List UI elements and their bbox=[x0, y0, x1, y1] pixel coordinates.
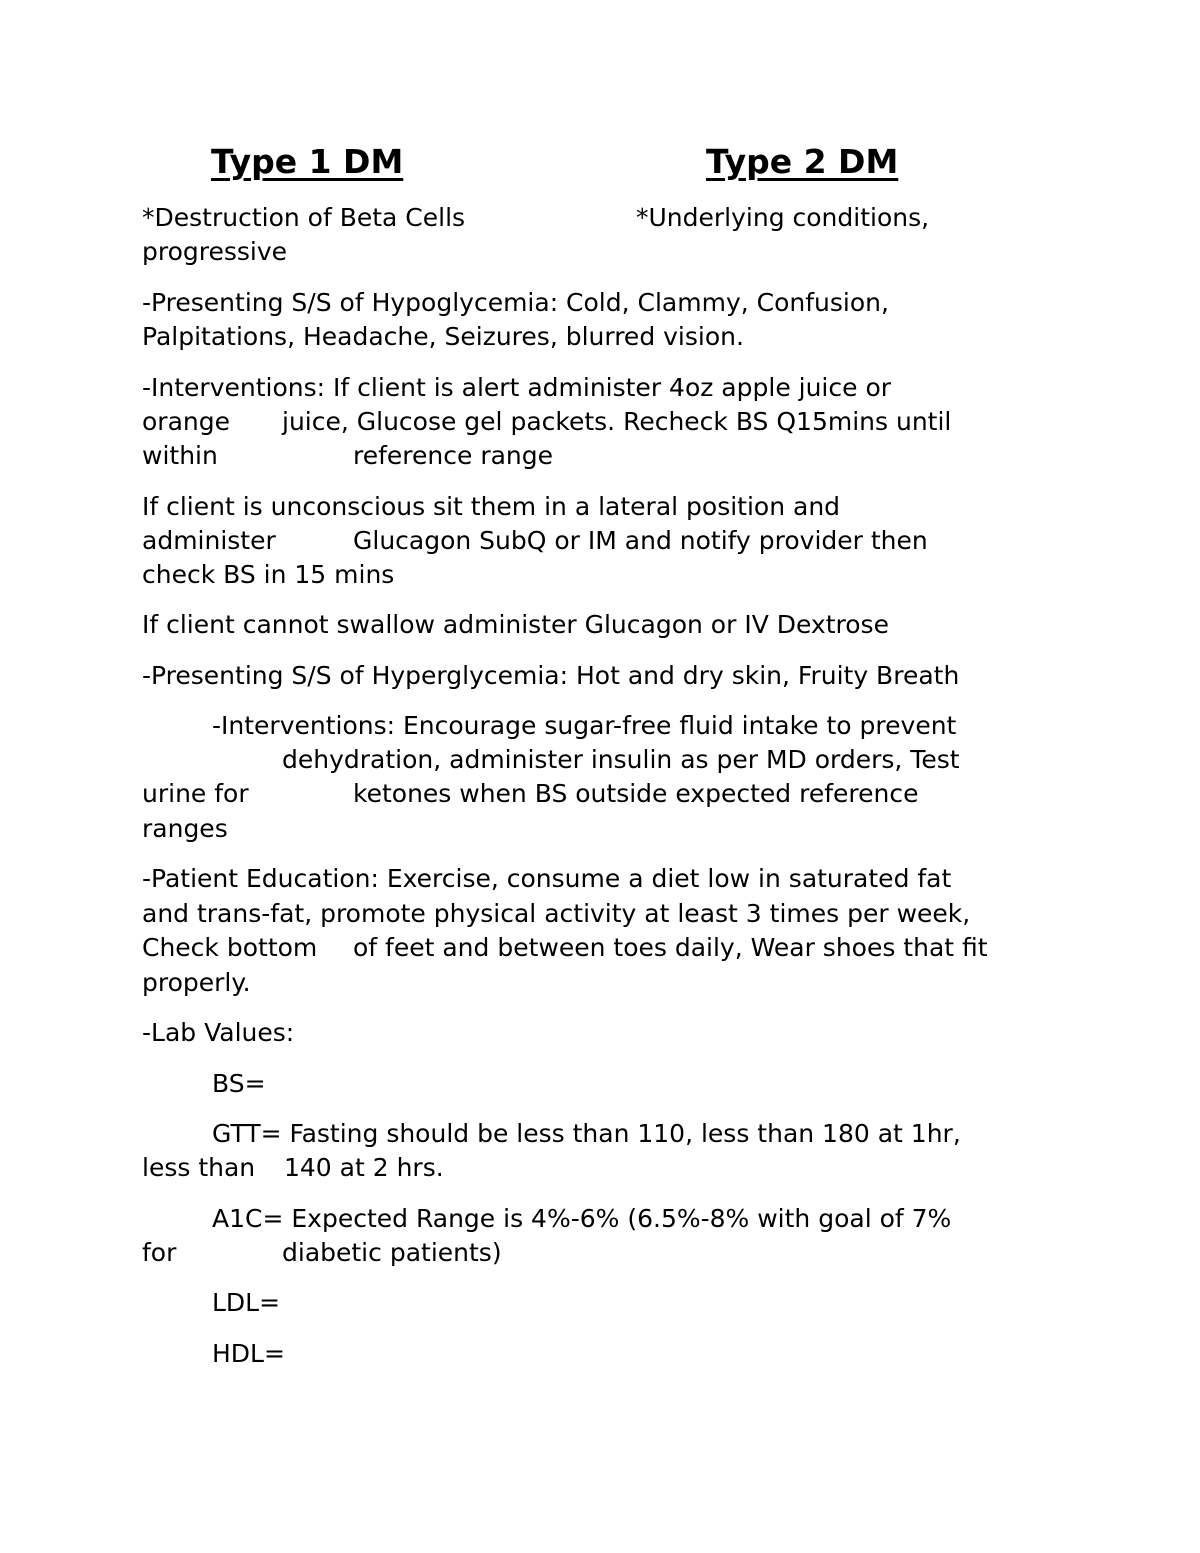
text-line: A1C= Expected Range is 4%-6% (6.5%-8% with goal of 7% bbox=[212, 1204, 952, 1233]
text-line: urine for bbox=[142, 779, 249, 808]
text-line: ranges bbox=[142, 814, 228, 843]
text-line: Check bottom bbox=[142, 933, 318, 962]
text-line: orange bbox=[142, 407, 230, 436]
text-line: If client is unconscious sit them in a lateral position and bbox=[142, 492, 841, 521]
text-line: within bbox=[142, 441, 218, 470]
text-line: HDL= bbox=[212, 1339, 285, 1368]
text-line: *Destruction of Beta Cells bbox=[142, 203, 466, 232]
text-line: GTT= Fasting should be less than 110, less than 180 at 1hr, bbox=[212, 1119, 961, 1148]
text-line: -Presenting S/S of Hypoglycemia: Cold, Clammy, Confusion, bbox=[142, 288, 889, 317]
text-line: properly. bbox=[142, 968, 251, 997]
text-line: check BS in 15 mins bbox=[142, 560, 395, 589]
text-line: LDL= bbox=[212, 1288, 281, 1317]
text-line: progressive bbox=[142, 237, 288, 266]
text-line: Glucagon SubQ or IM and notify provider then bbox=[353, 526, 928, 555]
text-line: and trans-fat, promote physical activity at least 3 times per week, bbox=[142, 899, 971, 928]
heading-type-1-dm: Type 1 DM bbox=[211, 142, 404, 181]
text-line: -Presenting S/S of Hyperglycemia: Hot and dry skin, Fruity Breath bbox=[142, 661, 960, 690]
text-line: for bbox=[142, 1238, 177, 1267]
text-line: If client cannot swallow administer Glucagon or IV Dextrose bbox=[142, 610, 889, 639]
text-line: reference range bbox=[353, 441, 554, 470]
text-line: less than bbox=[142, 1153, 256, 1182]
text-line: dehydration, administer insulin as per MD orders, Test bbox=[282, 745, 960, 774]
text-line: Palpitations, Headache, Seizures, blurred vision. bbox=[142, 322, 744, 351]
text-line: -Interventions: If client is alert administer 4oz apple juice or bbox=[142, 373, 892, 402]
text-line: BS= bbox=[212, 1069, 266, 1098]
text-line: *Underlying conditions, bbox=[636, 203, 930, 232]
heading-type-2-dm: Type 2 DM bbox=[706, 142, 899, 181]
text-line: of feet and between toes daily, Wear shoes that fit bbox=[353, 933, 988, 962]
text-line: 140 at 2 hrs. bbox=[284, 1153, 444, 1182]
text-line: juice, Glucose gel packets. Recheck BS Q15mins until bbox=[282, 407, 952, 436]
text-line: -Patient Education: Exercise, consume a diet low in saturated fat bbox=[142, 864, 952, 893]
text-line: -Lab Values: bbox=[142, 1018, 295, 1047]
text-line: administer bbox=[142, 526, 276, 555]
text-line: -Interventions: Encourage sugar-free fluid intake to prevent bbox=[212, 711, 957, 740]
text-line: diabetic patients) bbox=[282, 1238, 502, 1267]
text-line: ketones when BS outside expected reference bbox=[353, 779, 919, 808]
